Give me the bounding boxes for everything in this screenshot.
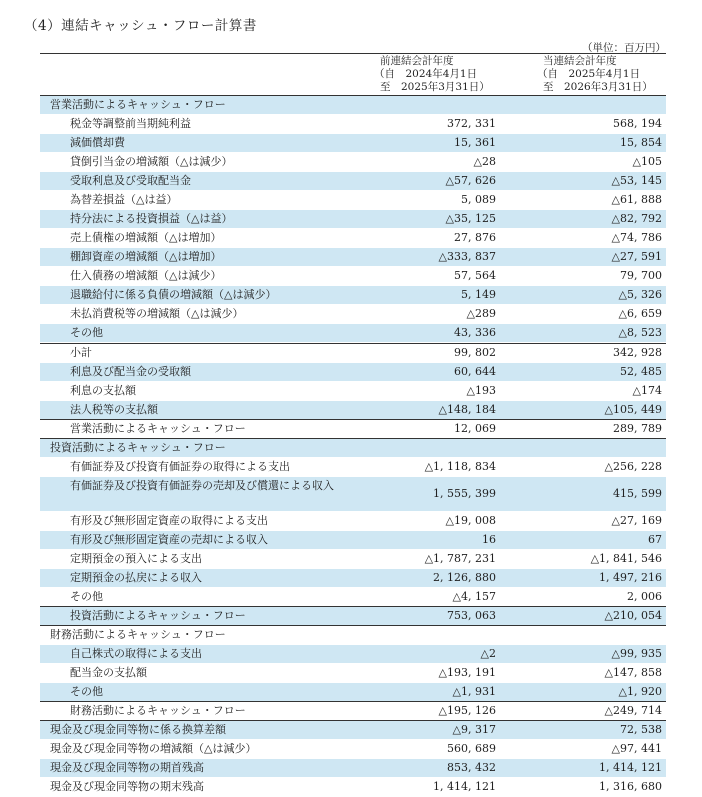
prior-year-value: 1, 555, 399 [433,487,496,500]
row-label: 売上債権の増減額（△は増加） [70,231,222,244]
current-year-value: △5, 326 [618,288,662,301]
row-label: 現金及び現金同等物の期末残高 [50,780,204,793]
row-label: 受取利息及び受取配当金 [70,174,191,187]
table-row [40,96,666,115]
row-label: 有形及び無形固定資産の取得による支出 [70,514,268,527]
prior-year-value: △289 [466,307,496,320]
prior-year-value: △35, 125 [445,212,496,225]
current-year-value: △210, 054 [604,609,662,622]
prior-year-value: △1, 787, 231 [424,552,496,565]
current-year-value: 568, 194 [613,117,662,130]
prior-year-value: △193, 191 [438,666,496,679]
row-label: 未払消費税等の増減額（△は減少） [70,307,244,320]
current-year-value: △27, 169 [611,514,662,527]
column-header-to: 至 2026年3月31日） [543,81,653,93]
current-year-value: △97, 441 [611,742,662,755]
row-label: 現金及び現金同等物の期首残高 [50,761,204,774]
table-row [40,153,666,172]
table-row [40,172,666,191]
table-row [40,229,666,248]
prior-year-value: 5, 089 [461,193,496,206]
prior-year-value: 5, 149 [461,288,496,301]
table-row [40,134,666,153]
current-year-value: △8, 523 [618,326,662,339]
prior-year-value: 43, 336 [454,326,496,339]
prior-year-value: △19, 008 [445,514,496,527]
row-label: 財務活動によるキャッシュ・フロー [50,628,226,641]
current-year-value: 52, 485 [620,365,662,378]
prior-year-value: △1, 118, 834 [424,460,496,473]
table-row [40,588,666,607]
prior-year-value: 57, 564 [454,269,496,282]
row-label: 自己株式の取得による支出 [70,647,202,660]
row-label: 定期預金の預入による支出 [70,552,202,565]
prior-year-value: △195, 126 [438,704,496,717]
table-row [40,740,666,759]
table-row [40,210,666,229]
current-year-value: △1, 841, 546 [590,552,662,565]
prior-year-value: △1, 931 [452,685,496,698]
current-year-value: △256, 228 [604,460,662,473]
table-row [40,512,666,531]
column-header-title: 前連結会計年度 [380,55,454,67]
row-label: 減価償却費 [70,136,125,149]
prior-year-value: △4, 157 [452,590,496,603]
row-label: 退職給付に係る負債の増減額（△は減少） [70,288,277,301]
current-year-value: △147, 858 [604,666,662,679]
current-year-value: 1, 316, 680 [599,780,662,793]
row-label: 財務活動によるキャッシュ・フロー [70,704,246,717]
table-row [40,607,666,626]
row-label: 有形及び無形固定資産の売却による収入 [70,533,268,546]
row-label: 持分法による投資損益（△は益） [70,212,233,225]
current-year-value: 415, 599 [613,487,662,500]
current-year-value: 15, 854 [620,136,662,149]
row-label: 定期預金の払戻による収入 [70,571,202,584]
current-year-value: △174 [632,384,662,397]
table-row [40,248,666,267]
prior-year-value: △193 [466,384,496,397]
row-label: その他 [70,590,103,603]
row-label: 利息及び配当金の受取額 [70,365,191,378]
current-year-value: 67 [648,533,662,546]
table-row [40,191,666,210]
row-label: 投資活動によるキャッシュ・フロー [50,441,226,454]
table-row [40,458,666,477]
prior-year-value: 27, 876 [454,231,496,244]
prior-year-value: 2, 126, 880 [433,571,496,584]
table-row [40,115,666,134]
table-row [40,420,666,439]
table-row [40,702,666,721]
current-year-value: △27, 591 [611,250,662,263]
row-label: その他 [70,326,103,339]
table-row [40,645,666,664]
row-label: 棚卸資産の増減額（△は増加） [70,250,222,263]
current-year-value: 79, 700 [620,269,662,282]
prior-year-value: 99, 802 [454,346,496,359]
current-year-value: 1, 497, 216 [599,571,662,584]
table-row [40,550,666,569]
column-header-from: （自 2025年4月1日 [537,68,641,80]
row-label: 現金及び現金同等物に係る換算差額 [50,723,226,736]
current-year-value: △82, 792 [611,212,662,225]
current-year-value: 342, 928 [613,346,662,359]
table-row [40,401,666,420]
row-label: 仕入債務の増減額（△は減少） [70,269,222,282]
table-row [40,343,666,363]
table-row [40,569,666,588]
current-year-value: △249, 714 [604,704,662,717]
table-row [40,721,666,740]
row-label: 営業活動によるキャッシュ・フロー [70,422,246,435]
table-row [40,778,666,797]
prior-year-value: 853, 432 [447,761,496,774]
current-year-value: △1, 920 [618,685,662,698]
table-row [40,683,666,702]
unit-label: （単位：百万円） [582,42,666,54]
cash-flow-table [40,96,666,797]
table-row [40,759,666,778]
prior-year-value: 560, 689 [447,742,496,755]
prior-year-value: 1, 414, 121 [433,780,496,793]
prior-year-value: △148, 184 [438,403,496,416]
current-year-value: 72, 538 [620,723,662,736]
row-label: 為替差損益（△は益） [70,193,178,206]
prior-year-value: 60, 644 [454,365,496,378]
row-label: 小計 [70,346,92,359]
prior-year-value: △333, 837 [438,250,496,263]
prior-year-value: △28 [473,155,496,168]
current-year-value: △74, 786 [611,231,662,244]
row-label: その他 [70,685,103,698]
table-row [40,363,666,382]
row-label: 営業活動によるキャッシュ・フロー [50,98,226,111]
column-header-title: 当連結会計年度 [543,55,617,67]
table-row [40,439,666,458]
table-row [40,324,666,343]
statement-title: （4）連結キャッシュ・フロー計算書 [24,18,257,34]
header-top-rule [40,53,666,54]
prior-year-value: 12, 069 [454,422,496,435]
current-year-value: △99, 935 [611,647,662,660]
table-row [40,286,666,305]
prior-year-value: △2 [480,647,496,660]
current-year-value: △105, 449 [604,403,662,416]
row-label: 投資活動によるキャッシュ・フロー [70,609,246,622]
table-row [40,626,666,645]
current-year-value: △6, 659 [618,307,662,320]
column-header-current-year [537,55,687,94]
prior-year-value: 372, 331 [447,117,496,130]
current-year-value: 1, 414, 121 [599,761,662,774]
table-row [40,664,666,683]
column-header-from: （自 2024年4月1日 [374,68,478,80]
table-row [40,531,666,550]
column-header-to: 至 2025年3月31日） [380,81,490,93]
table-row [40,267,666,286]
prior-year-value: △57, 626 [445,174,496,187]
prior-year-value: 15, 361 [454,136,496,149]
row-label: 現金及び現金同等物の増減額（△は減少） [50,742,257,755]
table-row [40,382,666,401]
column-header-prior-year [374,55,524,94]
current-year-value: △105 [632,155,662,168]
current-year-value: △61, 888 [611,193,662,206]
row-label: 法人税等の支払額 [70,403,158,416]
row-label: 配当金の支払額 [70,666,147,679]
row-label: 税金等調整前当期純利益 [70,117,191,130]
table-row [40,477,666,512]
current-year-value: 2, 006 [627,590,662,603]
table-row [40,305,666,324]
current-year-value: △53, 145 [611,174,662,187]
current-year-value: 289, 789 [613,422,662,435]
row-label: 貸倒引当金の増減額（△は減少） [70,155,233,168]
prior-year-value: △9, 317 [452,723,496,736]
row-label: 有価証券及び投資有価証券の売却及び償還による収入 [70,479,334,492]
prior-year-value: 16 [482,533,496,546]
prior-year-value: 753, 063 [447,609,496,622]
row-label: 有価証券及び投資有価証券の取得による支出 [70,460,290,473]
row-label: 利息の支払額 [70,384,136,397]
